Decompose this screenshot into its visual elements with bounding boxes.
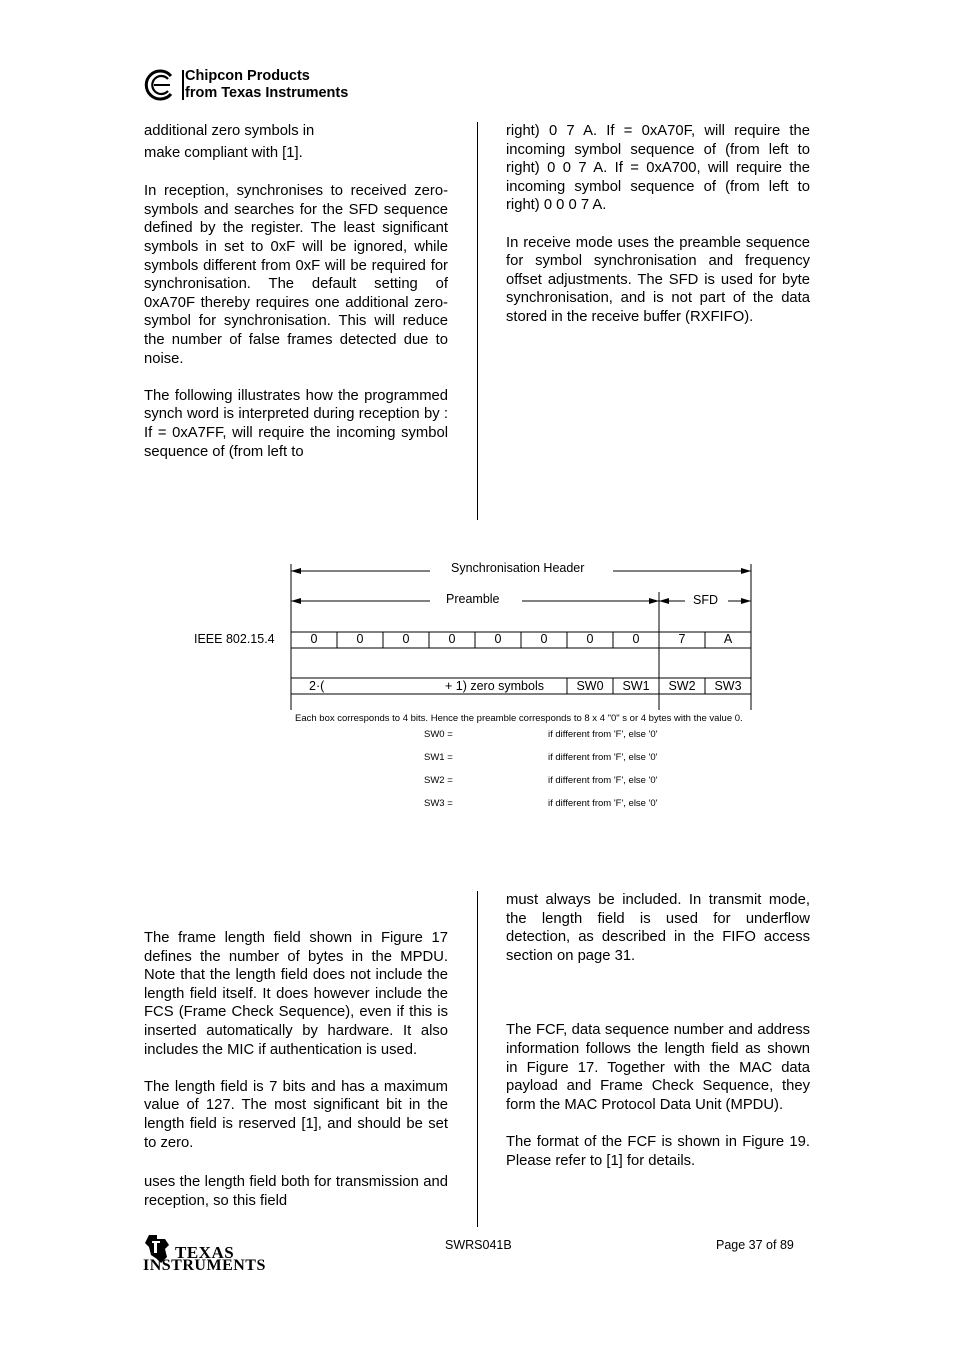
top-right-column	[506, 122, 810, 327]
paragraph: The format of the FCF is shown in Figure 19. Please refer to [1] for details.	[506, 1133, 810, 1169]
column-divider	[477, 891, 478, 1227]
paragraph: In reception, synchronises to received zero-symbols and searches for the SFD sequence defined by the register. The least significant symbols in set to 0xF will be ignored, while symbols different from 0xF will be required for synchronisation. The default setting of 0xA70F thereby requires one additional zero-symbol for synchronisation. This will reduce the number of false frames detected due to noise.	[144, 183, 448, 367]
preamble-cell: 0	[586, 632, 594, 646]
ti-texas: TEXAS	[175, 1243, 235, 1262]
page-number: Page 37 of 89	[716, 1238, 794, 1252]
sw-def-rule: if different from 'F', else '0'	[548, 798, 658, 809]
preamble-cell: 0	[494, 632, 502, 646]
paragraph: additional zero symbols in	[144, 123, 315, 139]
ti-logo	[143, 1233, 273, 1275]
sfd-cell: A	[723, 632, 733, 646]
zero-symbols-label: + 1) zero symbols	[445, 679, 544, 693]
preamble-label: Preamble	[446, 592, 500, 606]
logo-divider	[182, 70, 184, 100]
paragraph: uses the length field both for transmission and reception, so this field	[144, 1174, 448, 1209]
sw-cell: SW2	[668, 679, 696, 693]
paragraph: make compliant with [1].	[144, 144, 303, 161]
top-left-column	[144, 122, 448, 461]
logo-line1: Chipcon Products	[185, 68, 310, 84]
paragraph: must always be included. In transmit mode, the length field is used for underflow detection, as described in the FIFO access section on page 31.	[506, 892, 810, 964]
sw-def-rule: if different from 'F', else '0'	[548, 775, 658, 786]
doc-id: SWRS041B	[445, 1238, 512, 1252]
sw-cell: SW0	[576, 679, 604, 693]
preamble-cell: 0	[448, 632, 456, 646]
sw-cell: SW3	[714, 679, 742, 693]
chipcon-logo	[143, 67, 383, 107]
paragraph: The frame length field shown in Figure 17 defines the number of bytes in the MPDU. Note that the length field does not include the length field itself. It does however include the FCS (Frame Check Sequence), even if this is inserted automatically by hardware. It also includes the MIC if authentication is used.	[144, 930, 448, 1058]
paragraph: In receive mode uses the preamble sequence for symbol synchronisation and frequency offset adjustments. The SFD is used for byte synchronisation, and is not part of the data stored in the receive buffer (RXFIFO).	[506, 234, 810, 325]
paragraph: The following illustrates how the programmed synch word is interpreted during reception by : If = 0xA7FF, will require the incoming symbol sequence of (from left to	[144, 387, 448, 460]
ieee-label: IEEE 802.15.4	[194, 632, 275, 646]
paragraph: The length field is 7 bits and has a maximum value of 127. The most significant bit in the length field is reserved [1], and should be set to zero.	[144, 1078, 448, 1151]
sw-def-rule: if different from 'F', else '0'	[548, 752, 658, 763]
sfd-cell: 7	[678, 632, 686, 646]
preamble-cell: 0	[356, 632, 364, 646]
sw-def-name: SW2 =	[424, 775, 453, 786]
paragraph: right) 0 7 A. If = 0xA70F, will require the incoming symbol sequence of (from left to right) 0 0 7 A. If = 0xA700, will require the incoming symbol sequence of (from left to right) 0 0 0 7 A.	[506, 123, 810, 214]
sw-def-name: SW3 =	[424, 798, 453, 809]
preamble-cell: 0	[402, 632, 410, 646]
sw-def-name: SW1 =	[424, 752, 453, 763]
chipcon-c-icon	[143, 67, 179, 103]
logo-line2: from Texas Instruments	[185, 85, 349, 101]
preamble-cell: 0	[632, 632, 640, 646]
sw-cell: SW1	[622, 679, 650, 693]
sync-header-figure	[180, 555, 780, 825]
sw-def-rule: if different from 'F', else '0'	[548, 729, 658, 740]
ti-instruments: INSTRUMENTS	[143, 1257, 266, 1274]
figure-note: Each box corresponds to 4 bits. Hence the preamble corresponds to 8 x 4 "0" s or 4 bytes with the value 0.	[295, 713, 743, 724]
sync-header-label: Synchronisation Header	[451, 561, 585, 575]
bottom-left-column	[144, 929, 448, 1210]
column-divider	[477, 122, 478, 520]
preamble-cell: 0	[310, 632, 318, 646]
paragraph: The FCF, data sequence number and address information follows the length field as shown in Figure 17. Together with the MAC data payload and Frame Check Sequence, they form the MAC Protocol Data Unit (MPDU).	[506, 1022, 810, 1113]
zero-prefix: 2·(	[309, 679, 325, 693]
preamble-cell: 0	[540, 632, 548, 646]
bottom-right-column	[506, 891, 810, 1170]
sw-def-name: SW0 =	[424, 729, 453, 740]
sfd-label: SFD	[693, 593, 718, 607]
